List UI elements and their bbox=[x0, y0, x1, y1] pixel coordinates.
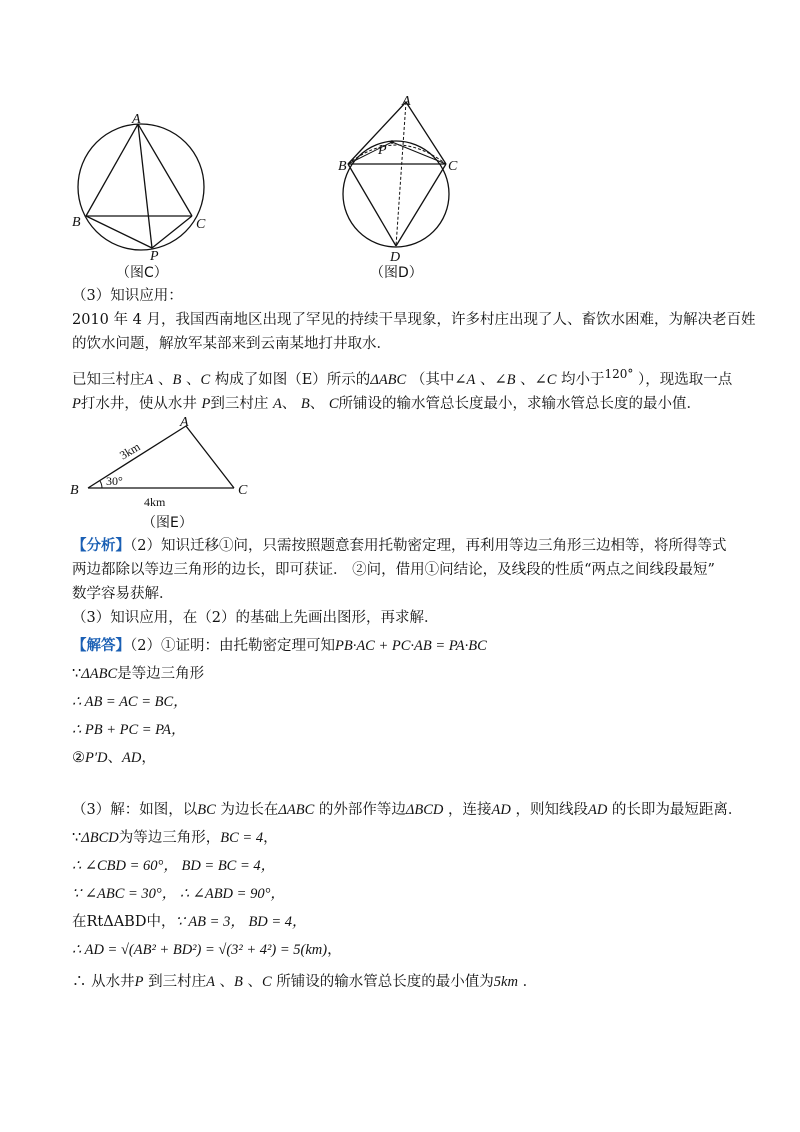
segment-ac bbox=[406, 102, 446, 164]
label-bc-length: 4km bbox=[144, 495, 166, 509]
label-c: C bbox=[448, 159, 458, 174]
q3-para-2: 的饮水问题，解放军某部来到云南某地打井取水． bbox=[72, 336, 391, 352]
label-b: B bbox=[72, 215, 81, 230]
label-a: A bbox=[402, 96, 411, 109]
label-d: D bbox=[390, 250, 401, 265]
segment-ap bbox=[138, 124, 152, 248]
label-c: C bbox=[238, 483, 248, 498]
answer-tag: 【解答】 bbox=[72, 637, 130, 654]
label-a: A bbox=[132, 112, 141, 127]
segment-bp bbox=[86, 216, 152, 248]
answer-line-1: 【解答】（2）①证明：由托勒密定理可知PB·AC + PC·AB = PA·BC bbox=[72, 637, 487, 654]
figure-c-caption: （图C） bbox=[116, 265, 168, 281]
analysis-tag: 【分析】 bbox=[72, 537, 130, 554]
figure-d-caption: （图D） bbox=[370, 265, 423, 281]
segment-ac bbox=[186, 426, 234, 488]
answer-line-5: ②P′D、AD， bbox=[72, 750, 156, 766]
segment-cd bbox=[396, 164, 446, 246]
figure-e-diagram bbox=[66, 414, 266, 514]
segment-ac bbox=[138, 124, 192, 216]
label-p: P bbox=[378, 143, 387, 158]
solution-line-4: ∵ ∠ABC = 30°， ∴ ∠ABD = 90°， bbox=[72, 886, 285, 902]
segment-ad bbox=[396, 102, 406, 246]
solution-line-6: ∴ AD = √(AB² + BD²) = √(3² + 4²) = 5(km)， bbox=[72, 942, 342, 958]
figure-d bbox=[330, 96, 470, 266]
label-b: B bbox=[70, 483, 79, 498]
segment-ab bbox=[348, 102, 406, 164]
label-c: C bbox=[196, 217, 206, 232]
q3-title: （3）知识应用： bbox=[72, 288, 183, 304]
solution-line-5: 在RtΔABD中，∵ AB = 3， BD = 4， bbox=[72, 914, 307, 930]
figure-e bbox=[66, 414, 266, 514]
circle bbox=[78, 124, 204, 250]
analysis-line-3: 数学容易获解． bbox=[72, 586, 174, 602]
solution-line-3: ∴ ∠CBD = 60°， BD = BC = 4， bbox=[72, 858, 276, 874]
analysis-line-2: 两边都除以等边三角形的边长，即可获证． ②问，借用①问结论，及线段的性质“两点之间线段最短” bbox=[72, 562, 715, 578]
figure-c bbox=[68, 112, 218, 262]
label-a: A bbox=[180, 415, 189, 430]
label-ab-length: 3km bbox=[117, 439, 143, 463]
segment-pc bbox=[392, 142, 446, 164]
label-p: P bbox=[150, 249, 159, 262]
solution-line-1: （3）解：如图，以BC 为边长在ΔABC 的外部作等边ΔBCD ，连接AD ，则知线段AD 的长即为最短距离． bbox=[72, 802, 743, 818]
point-p bbox=[390, 140, 394, 144]
answer-line-2: ∵ΔABC是等边三角形 bbox=[72, 666, 205, 682]
analysis-line-4: （3）知识应用，在（2）的基础上先画出图形，再求解． bbox=[72, 610, 439, 626]
segment-bd bbox=[348, 164, 396, 246]
segment-ab bbox=[86, 124, 138, 216]
solution-line-7: ∴ 从水井P 到三村庄A 、B 、C 所铺设的输水管总长度的最小值为5km ． bbox=[72, 974, 538, 990]
figure-c-diagram bbox=[68, 112, 218, 262]
q3-para-1: 2010 年 4 月，我国西南地区出现了罕见的持续干旱现象，许多村庄出现了人、畜饮水困难，为解决老百姓 bbox=[72, 312, 756, 328]
label-angle: 30° bbox=[106, 474, 123, 488]
solution-line-2: ∵ΔBCD为等边三角形，BC = 4， bbox=[72, 830, 278, 846]
q3-para-4: P打水井，使从水井 P到三村庄 A、 B、 C所铺设的输水管总长度最小，求输水管总长度的最小值． bbox=[72, 396, 702, 412]
answer-line-3: ∴ AB = AC = BC， bbox=[72, 694, 188, 710]
answer-line-4: ∴ PB + PC = PA， bbox=[72, 722, 186, 738]
segment-ab bbox=[88, 426, 186, 488]
figure-e-caption: （图E） bbox=[142, 515, 193, 531]
angle-arc-b bbox=[100, 481, 102, 488]
analysis-line-1: 【分析】（2）知识迁移①问，只需按照题意套用托勒密定理，再利用等边三角形三边相等，将所得等式 bbox=[72, 537, 727, 554]
label-b: B bbox=[338, 159, 347, 174]
q3-para-3: 已知三村庄A 、B 、C 构成了如图（E）所示的ΔABC （其中∠A 、∠B 、∠C 均小于$^{120^\circ}$ ），现选取一点 bbox=[72, 367, 733, 388]
figure-d-diagram bbox=[330, 96, 470, 266]
